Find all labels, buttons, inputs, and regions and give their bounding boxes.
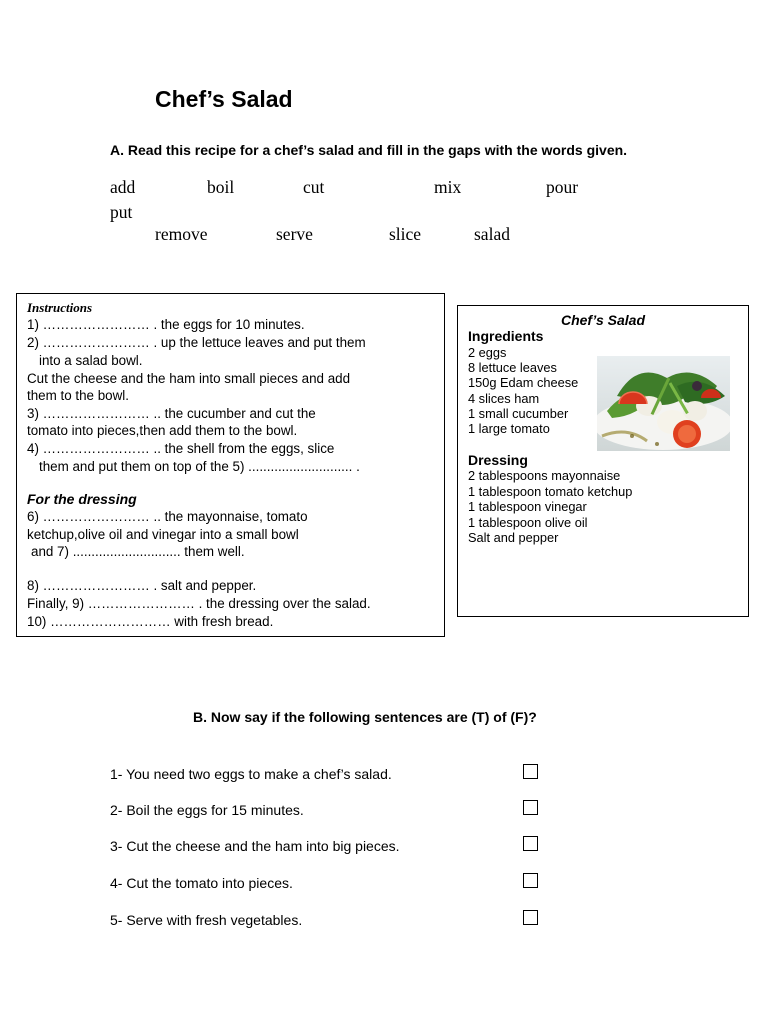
word-option: boil bbox=[207, 177, 235, 197]
tf-statement: 2- Boil the eggs for 15 minutes. bbox=[110, 802, 304, 818]
tf-statement: 4- Cut the tomato into pieces. bbox=[110, 875, 293, 891]
instruction-line: and 7) ............................. them well. bbox=[31, 544, 245, 559]
word-option: add bbox=[110, 177, 136, 197]
word-option: pour bbox=[546, 177, 579, 197]
dressing-instructions-heading: For the dressing bbox=[27, 491, 137, 507]
ingredient-item: 8 lettuce leaves bbox=[468, 360, 557, 375]
dressing-heading: Dressing bbox=[468, 452, 528, 468]
instruction-line: Finally, 9) …………………… . the dressing over the salad. bbox=[27, 596, 371, 611]
instruction-line: Cut the cheese and the ham into small pieces and add bbox=[27, 371, 351, 386]
tf-checkbox[interactable] bbox=[523, 873, 538, 888]
word-option: cut bbox=[303, 177, 325, 197]
ingredient-item: 150g Edam cheese bbox=[468, 375, 579, 390]
dressing-item: Salt and pepper bbox=[468, 530, 559, 545]
tf-checkbox[interactable] bbox=[523, 800, 538, 815]
section-b-instruction: B. Now say if the following sentences are (T) of (F)? bbox=[193, 709, 537, 725]
instruction-line: into a salad bowl. bbox=[39, 353, 143, 368]
section-a-instruction: A. Read this recipe for a chef’s salad and fill in the gaps with the words given. bbox=[110, 142, 628, 158]
instruction-line: 1) …………………… . the eggs for 10 minutes. bbox=[27, 317, 305, 332]
instruction-line: them and put them on top of the 5) ............................ . bbox=[39, 459, 360, 474]
word-option: put bbox=[110, 202, 133, 222]
instruction-line: 8) …………………… . salt and pepper. bbox=[27, 578, 257, 593]
instruction-line: 4) …………………… .. the shell from the eggs, slice bbox=[27, 441, 335, 456]
ingredient-item: 4 slices ham bbox=[468, 391, 540, 406]
salad-photo bbox=[597, 356, 730, 451]
instruction-line: 6) …………………… .. the mayonnaise, tomato bbox=[27, 509, 308, 524]
word-option: slice bbox=[389, 224, 422, 244]
instruction-line: 2) …………………… . up the lettuce leaves and put them bbox=[27, 335, 366, 350]
word-option: mix bbox=[434, 177, 462, 197]
tf-statement: 5- Serve with fresh vegetables. bbox=[110, 912, 303, 928]
page-title: Chef’s Salad bbox=[155, 86, 293, 112]
instruction-line: 3) …………………… .. the cucumber and cut the bbox=[27, 406, 316, 421]
ingredient-item: 1 small cucumber bbox=[468, 406, 569, 421]
recipe-card-title: Chef’s Salad bbox=[560, 312, 646, 328]
instruction-line: ketchup,olive oil and vinegar into a small bowl bbox=[27, 527, 299, 542]
instructions-heading: Instructions bbox=[27, 300, 93, 315]
ingredient-item: 2 eggs bbox=[468, 345, 507, 360]
word-option: salad bbox=[474, 224, 510, 244]
ingredient-item: 1 large tomato bbox=[468, 421, 550, 436]
tf-statement: 1- You need two eggs to make a chef’s salad. bbox=[110, 766, 392, 782]
tf-checkbox[interactable] bbox=[523, 836, 538, 851]
tf-checkbox[interactable] bbox=[523, 764, 538, 779]
dressing-item: 1 tablespoon olive oil bbox=[468, 515, 588, 530]
dressing-item: 2 tablespoons mayonnaise bbox=[468, 468, 621, 483]
dressing-item: 1 tablespoon vinegar bbox=[468, 499, 587, 514]
ingredients-heading: Ingredients bbox=[468, 328, 544, 344]
instruction-line: them to the bowl. bbox=[27, 388, 129, 403]
instruction-line: tomato into pieces,then add them to the bowl. bbox=[27, 423, 298, 438]
instruction-line: 10) ……………………… with fresh bread. bbox=[27, 614, 274, 629]
word-option: serve bbox=[276, 224, 313, 244]
dressing-item: 1 tablespoon tomato ketchup bbox=[468, 484, 633, 499]
tf-checkbox[interactable] bbox=[523, 910, 538, 925]
word-option: remove bbox=[155, 224, 208, 244]
tf-statement: 3- Cut the cheese and the ham into big pieces. bbox=[110, 838, 400, 854]
